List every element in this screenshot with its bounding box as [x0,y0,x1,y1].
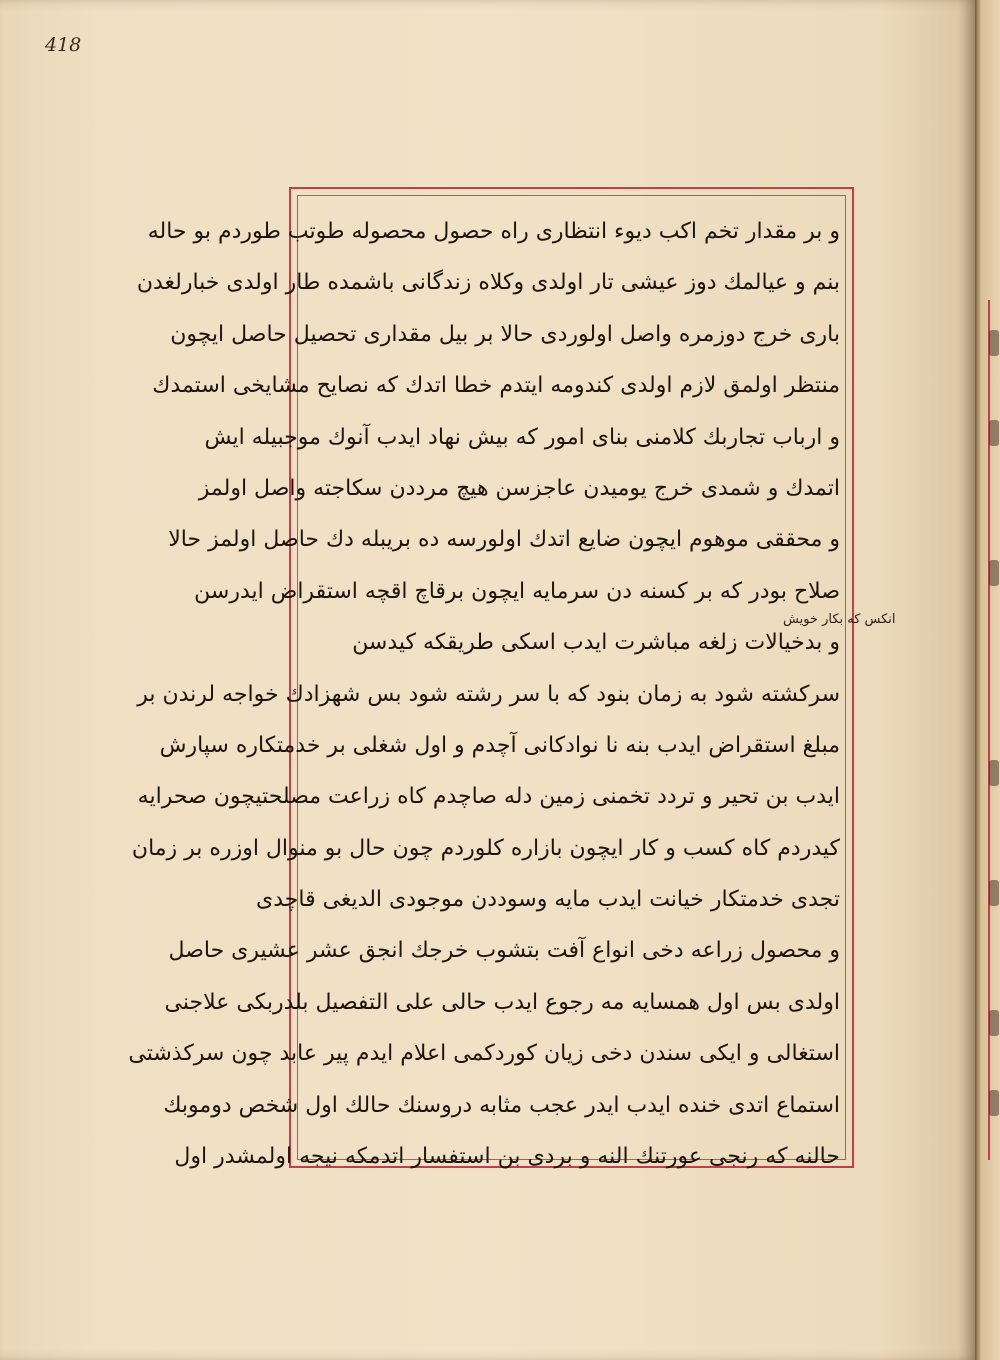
manuscript-text-block [128,206,840,1170]
folio-number: 418 [45,34,82,56]
adjacent-page-glyph [989,760,999,786]
text-line: صلاح بودر که بر کسنه دن سرمایه ایچون برقاچ اقچه استقراض ایدرسن [194,578,840,604]
text-line: سرکشته شود به زمان بنود که با سر رشته شود بس شهزادك خواجه لرندن بر [137,681,840,707]
text-line: اولدی بس اول همسایه مه رجوع ایدب حالی علی التفصیل بلدربکی علاجنی [164,989,840,1015]
text-line: مبلغ استقراض ایدب بنه نا نوادکانی آچدم و اول شغلی بر خدمتکاره سپارش [159,732,840,758]
text-line: و بر مقدار تخم اکب دیوء انتظاری راه حصول محصوله طوتب طوردم بو حاله [147,219,840,244]
text-line: استغالی و ایکی سندن دخی زیان کوردکمی اعلام ایدم پیر عابد چون سرکذشتی [128,1041,840,1067]
text-line: و محصول زراعه دخی انواع آفت بتشوب خرجك انجق عشر عشیری حاصل [168,938,840,964]
adjacent-page-glyph [989,420,999,446]
text-line: حالنه که رنجی عورتنك النه و بردی بن استفسار اتدمکه نیجه اولمشدر اول [174,1144,840,1170]
adjacent-page-glyph [989,1010,999,1036]
adjacent-page-glyph [989,880,999,906]
text-line: تجدی خدمتکار خیانت ایدب مایه وسوددن موجودی الدیغی قاچدی [256,887,840,913]
text-line: باری خرج دوزمره واصل اولوردی حالا بر بیل مقداری تحصیل حاصل ایچون [170,321,840,347]
text-line: و بدخیالات زلغه مباشرت ایدب اسکی طریقکه کیدسن [352,630,840,656]
adjacent-page-glyph [989,1090,999,1116]
inline-verse-note: انکس که بکار خویش [783,612,896,627]
text-line: ایدب بن تحیر و تردد تخمنی زمین دله صاچدم کاه زراعت مصلحتیچون صحرایه [137,784,840,810]
text-line: و ارباب تجاربك کلامنی بنای امور که بیش نهاد ایدب آنوك موجبیله ایش [204,424,840,450]
text-line: کیدردم کاه کسب و کار ایچون بازاره کلوردم چون حال بو منوال اوزره بر زمان [131,835,840,861]
text-line: منتظر اولمق لازم اولدی کندومه ایتدم خطا اتدك که نصایح مشایخی استمدك [152,373,840,399]
text-line: بنم و عیالمك دوز عیشی تار اولدی وکلاه زندگانی باشمده طار اولدی خبارلغدن [136,270,840,296]
text-line: استماع اتدی خنده ایدب ایدر عجب مثابه دروسنك حالك اول شخص دوموبك [163,1092,840,1118]
text-line: اتمدك و شمدی خرج یومیدن عاجزسن هیچ مرددن سکاجته واصل اولمز [198,475,840,501]
text-line: و محققی موهوم ایچون ضایع اتدك اولورسه ده بریبله دك حاصل اولمز حالا [168,527,840,553]
adjacent-page-edge [975,0,1000,1360]
adjacent-page-glyph [989,560,999,586]
adjacent-page-glyph [989,330,999,356]
